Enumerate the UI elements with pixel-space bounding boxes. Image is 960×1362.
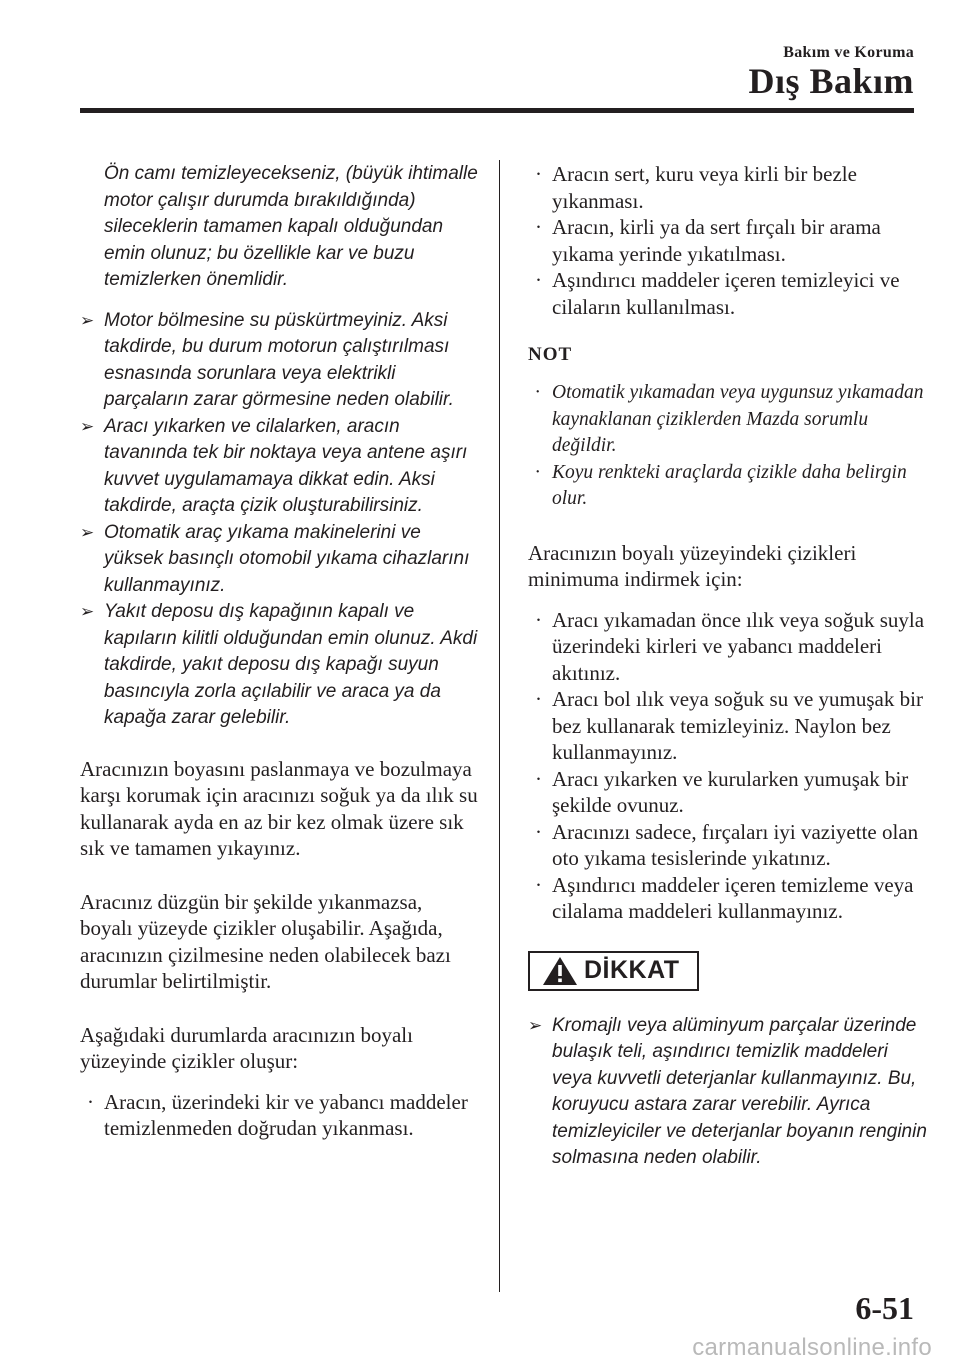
left-column [80, 161, 480, 1169]
arrow-right-icon: ➢ [80, 416, 95, 436]
warning-item [80, 308, 480, 414]
list-item-text: Aşındırıcı maddeler içeren temizleyici ve cilaların kullanılması. [552, 268, 900, 319]
bullet-list [528, 607, 928, 925]
paragraph: Aracınızın boyasını paslanmaya ve bozulmaya karşı korumak için aracınızı soğuk ya da ılık su kullanarak ayda en az bir kez olmak üzere sık sık ve tamamen yıkayınız. [80, 756, 478, 860]
bullet-icon: · [535, 382, 540, 403]
arrow-right-icon: ➢ [528, 1015, 543, 1035]
bullet-icon: · [535, 607, 542, 632]
caution-box [528, 951, 699, 991]
arrow-right-icon: ➢ [80, 522, 95, 542]
bullet-icon: · [535, 461, 540, 483]
bullet-icon: · [535, 819, 542, 844]
warning-item [80, 520, 480, 600]
bullet-list [528, 161, 928, 320]
page-header-section: Bakım ve Koruma [783, 44, 914, 61]
watermark: carmanualsonline.info [692, 1334, 932, 1361]
arrow-right-icon: ➢ [80, 310, 95, 330]
warning-text: Motor bölmesine su püskürtmeyiniz. Aksi takdirde, bu durum motorun çalıştırılması esnasında sorunlara veya elektrikli parçaların zarar görmesine neden olabilir. [104, 309, 454, 410]
column-divider [499, 160, 500, 1292]
continued-warning: Ön camı temizleyecekseniz, (büyük ihtimalle motor çalışır durumda bırakıldığında) sileceklerin tamamen kapalı olduğundan emin olunuz; bu özellikle kar ve buzu temizlerken önemlidir. [104, 163, 478, 290]
warning-list [80, 308, 480, 732]
caution-list [528, 1013, 928, 1172]
bullet-icon: · [87, 1089, 94, 1114]
page-number: 6-51 [855, 1290, 914, 1326]
list-item-text: Aracı bol ılık veya soğuk su ve yumuşak bir bez kullanarak temizleyiniz. Naylon bez kullanmayınız. [552, 687, 923, 764]
list-item-text: Aracınızı sadece, fırçaları iyi vaziyette olan oto yıkama tesislerinde yıkatınız. [552, 819, 919, 870]
bullet-icon: · [535, 872, 542, 897]
list-item [528, 766, 928, 819]
bullet-list [80, 1089, 480, 1142]
bullet-icon: · [535, 268, 542, 292]
arrow-right-icon: ➢ [80, 602, 95, 621]
caution-text: Kromajlı veya alüminyum parçalar üzerinde bulaşık teli, aşındırıcı temizlik maddeleri veya kuvvetli deterjanlar kullanmayınız. Bu, koruyucu astara zarar verebilir. Ayrıca temizleyiciler ve deterjanlar boyanın renginin solmasına neden olabilir. [552, 1014, 927, 1168]
list-item-text: Aracı yıkarken ve kurularken yumuşak bir şekilde ovunuz. [552, 766, 909, 817]
warning-item [80, 414, 480, 520]
list-item [528, 161, 928, 214]
note-list [528, 380, 928, 513]
warning-text: Otomatik araç yıkama makinelerini ve yüksek basınçlı otomobil yıkama cihazlarını kullanmayınız. [104, 521, 470, 596]
list-item [80, 1089, 480, 1142]
header-rule [80, 108, 914, 113]
list-item-text: Aracın, üzerindeki kir ve yabancı maddeler temizlenmeden doğrudan yıkanması. [104, 1089, 468, 1140]
warning-item [80, 599, 480, 732]
paragraph: Aracınız düzgün bir şekilde yıkanmazsa, boyalı yüzeyde çizikler oluşabilir. Aşağıda, aracınızın çizilmesine neden olabilecek bazı durumlar belirtilmiştir. [80, 889, 451, 993]
paragraph: Aracınızın boyalı yüzeyindeki çizikleri minimuma indirmek için: [528, 540, 857, 591]
warning-text: Yakıt deposu dış kapağının kapalı ve kapıların kilitli olduğundan emin olunuz. Akdi takdirde, yakıt deposu dış kapağı suyun basıncıyla zorla açılabilir ve araca ya da kapağa zarar gelebilir. [104, 601, 478, 728]
bullet-icon: · [535, 687, 542, 711]
caution-label: DİKKAT [584, 956, 680, 984]
note-item [528, 460, 928, 513]
note-text: Otomatik yıkamadan veya uygunsuz yıkamadan kaynaklanan çiziklerden Mazda sorumlu değildir. [552, 382, 924, 456]
list-item-text: Aracın sert, kuru veya kirli bir bezle yıkanması. [552, 162, 857, 213]
caution-item [528, 1013, 928, 1172]
page-header-title: Dış Bakım [748, 61, 914, 101]
right-column [528, 161, 928, 1172]
note-text: Koyu renkteki araçlarda çizikle daha belirgin olur. [552, 461, 907, 509]
bullet-icon: · [535, 766, 542, 791]
list-item-text: Aşındırıcı maddeler içeren temizleme veya cilalama maddeleri kullanmayınız. [552, 872, 914, 923]
list-item [528, 819, 928, 872]
list-item [528, 267, 928, 320]
note-item [528, 380, 928, 460]
list-item-text: Aracı yıkamadan önce ılık veya soğuk suyla üzerindeki kirleri ve yabancı maddeleri akıtınız. [552, 607, 925, 685]
warning-triangle-icon [542, 956, 578, 986]
list-item [528, 214, 928, 267]
list-item [528, 607, 928, 687]
bullet-icon: · [535, 162, 542, 186]
note-label: NOT [528, 344, 573, 365]
list-item [528, 686, 928, 766]
bullet-icon: · [535, 215, 542, 239]
paragraph: Aşağıdaki durumlarda aracınızın boyalı yüzeyinde çizikler oluşur: [80, 1022, 413, 1073]
list-item-text: Aracın, kirli ya da sert fırçalı bir arama yıkama yerinde yıkatılması. [552, 215, 881, 266]
warning-text: Aracı yıkarken ve cilalarken, aracın tavanında tek bir noktaya veya antene aşırı kuvvet uygulamamaya dikkat edin. Aksi takdirde, araçta çizik oluşturabilirsiniz. [104, 415, 468, 516]
list-item [528, 872, 928, 925]
